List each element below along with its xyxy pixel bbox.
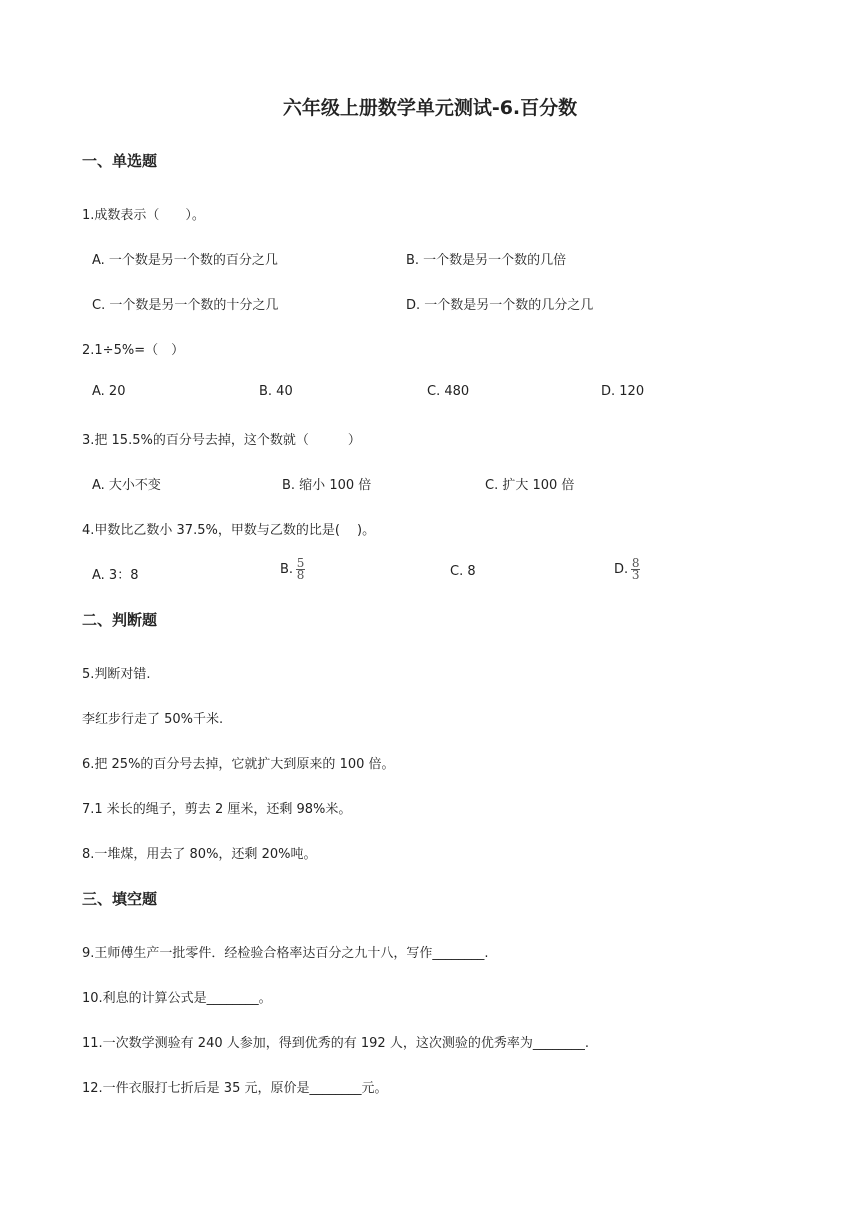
question-8: 8.一堆煤，用去了 80%，还剩 20%吨。 (82, 847, 317, 862)
q1-option-d: D. 一个数是另一个数的几分之几 (406, 298, 594, 313)
fraction-denominator: 8 (296, 568, 305, 582)
q1-option-c: C. 一个数是另一个数的十分之几 (92, 298, 279, 313)
question-4: 4.甲数比乙数小 37.5%，甲数与乙数的比是( )。 (82, 523, 376, 538)
q4-option-d-fraction (631, 558, 640, 581)
q4-option-d-label: D. (614, 562, 629, 577)
q4-option-b-fraction (296, 558, 305, 581)
q2-option-a: A. 20 (92, 384, 126, 399)
question-5-statement: 李红步行走了 50%千米. (82, 712, 224, 727)
q3-option-c: C. 扩大 100 倍 (485, 478, 575, 493)
section-heading-fill-blank: 三、填空题 (82, 890, 158, 908)
q3-option-a: A. 大小不变 (92, 478, 161, 493)
question-2: 2.1÷5%=（ ） (82, 343, 185, 358)
q2-option-c: C. 480 (427, 384, 470, 399)
q3-option-b: B. 缩小 100 倍 (282, 478, 372, 493)
question-9: 9.王师傅生产一批零件．经检验合格率达百分之九十八，写作________. (82, 946, 489, 961)
q4-option-c: C. 8 (450, 564, 476, 579)
question-10: 10.利息的计算公式是________。 (82, 991, 272, 1006)
section-heading-true-false: 二、判断题 (82, 611, 158, 629)
question-12: 12.一件衣服打七折后是 35 元，原价是________元。 (82, 1081, 388, 1096)
question-1: 1.成数表示（ ）。 (82, 208, 205, 223)
question-11: 11.一次数学测验有 240 人参加，得到优秀的有 192 人，这次测验的优秀率为________. (82, 1036, 589, 1051)
fraction-numerator: 8 (631, 556, 640, 570)
fraction-numerator: 5 (296, 556, 305, 570)
page-title: 六年级上册数学单元测试-6.百分数 (282, 97, 578, 119)
question-7: 7.1 米长的绳子，剪去 2 厘米，还剩 98%米。 (82, 802, 352, 817)
question-5: 5.判断对错. (82, 667, 151, 682)
q4-option-d (614, 558, 640, 581)
q1-option-a: A. 一个数是另一个数的百分之几 (92, 253, 278, 268)
q2-option-b: B. 40 (259, 384, 293, 399)
q1-option-b: B. 一个数是另一个数的几倍 (406, 253, 567, 268)
question-6: 6.把 25%的百分号去掉，它就扩大到原来的 100 倍。 (82, 757, 395, 772)
q4-option-b-label: B. (280, 562, 294, 577)
q4-option-b (280, 558, 305, 581)
question-3: 3.把 15.5%的百分号去掉，这个数就（ ） (82, 433, 361, 448)
q2-option-d: D. 120 (601, 384, 645, 399)
q4-option-a: A. 3：8 (92, 568, 139, 583)
section-heading-single-choice: 一、单选题 (82, 152, 158, 170)
fraction-denominator: 3 (631, 568, 640, 582)
